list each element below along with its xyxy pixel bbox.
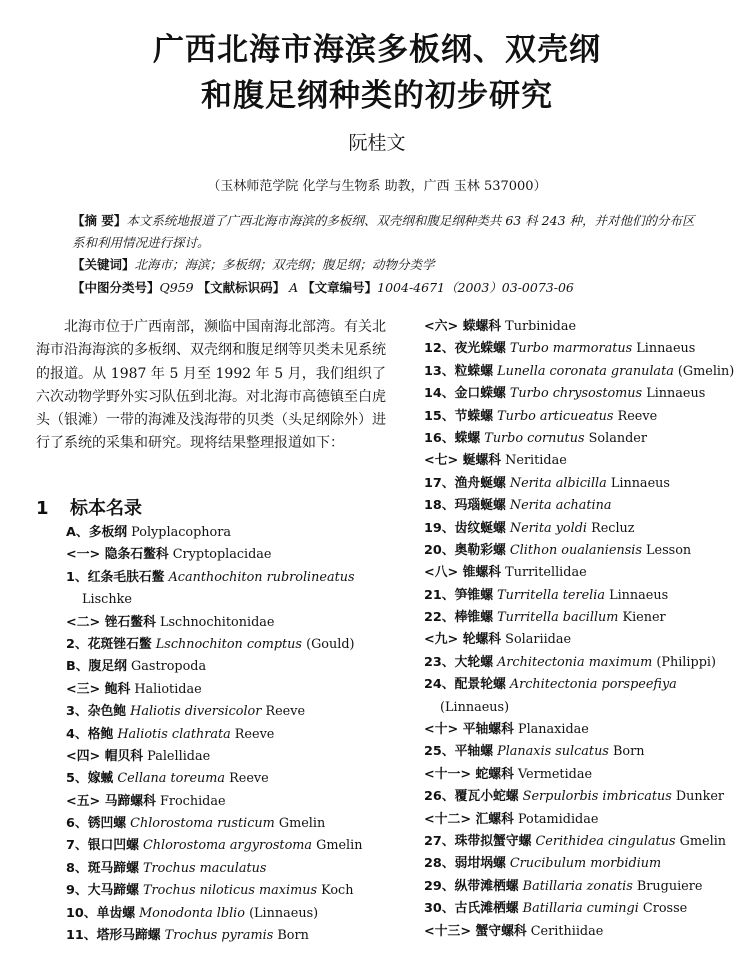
species-entry [424,607,750,629]
entry-authority: Turbinidae [505,319,577,334]
entry-chinese-name: 28、弱坩埚螺 [424,856,506,872]
entry-chinese-name: 24、配景轮螺 [424,677,506,693]
species-entry [424,741,750,763]
species-entry [66,522,396,544]
entry-scientific-name: Batillaria cumingi [522,901,639,917]
entry-scientific-name: Architectonia porspeefiya [509,677,677,693]
entry-scientific-name: Haliotis clathrata [117,726,231,742]
entry-chinese-name: A、多板纲 [66,525,128,540]
entry-chinese-name: 20、奥勒彩螺 [424,542,506,558]
clc-label: 【中图分类号】 [72,280,160,295]
entry-scientific-name: Planaxis sulcatus [497,744,609,760]
entry-authority: Frochidae [159,793,226,809]
entry-chinese-name: 30、古氏滩栖螺 [424,901,519,917]
entry-scientific-name: Haliotis diversicolor [130,704,262,720]
entry-chinese-name: 19、齿纹蜒螺 [424,520,506,536]
species-entry [424,674,750,696]
classification-line [72,277,704,299]
entry-scientific-name: Serpulorbis imbricatus [522,789,672,805]
author-name: 阮桂文 [348,132,406,154]
introduction [36,316,386,456]
doc-code-label: 【文献标识码】 [197,280,286,295]
species-entry [424,428,750,450]
entry-chinese-name: <五> 马蹄螺科 [66,793,156,809]
species-entry [66,634,396,656]
entry-authority: Gmelin [679,833,727,849]
entry-authority: Reeve [229,771,269,787]
entry-authority: Lischke [82,592,132,608]
species-entry [424,383,750,405]
entry-scientific-name: Architectonia maximum [497,654,653,670]
species-list-left [66,522,396,947]
species-entry [66,589,396,611]
entry-authority: Solariidae [505,632,572,648]
entry-chinese-name: <一> 隐条石鳖科 [66,547,169,563]
entry-scientific-name: Turbo articueatus [497,408,614,424]
species-entry [424,697,750,719]
entry-authority: Gmelin [278,816,326,832]
section-heading [36,494,142,520]
entry-chinese-name: <十一> 蛇螺科 [424,766,514,782]
species-entry [66,746,396,768]
species-entry [424,518,750,540]
species-entry [424,450,750,472]
entry-authority: Dunker [675,789,725,805]
clc-value: Q959 [159,280,194,295]
species-entry [424,338,750,360]
abstract [72,210,704,254]
species-entry [424,361,750,383]
entry-authority: Reeve [234,726,275,742]
entry-chinese-name: 23、大轮螺 [424,654,493,670]
entry-authority: Linnaeus [636,341,696,357]
species-entry [66,858,396,880]
entry-chinese-name: <十二> 汇螺科 [424,811,514,827]
species-entry [66,813,396,835]
entry-scientific-name: Acanthochiton rubrolineatus [168,569,355,585]
entry-chinese-name: 10、单齿螺 [66,905,135,921]
entry-chinese-name: <九> 轮螺科 [424,632,502,648]
entry-authority: Gmelin [316,838,363,854]
entry-authority: Neritidae [505,453,567,469]
species-entry [66,567,396,589]
entry-scientific-name: Lschnochiton comptus [155,636,302,652]
species-entry [424,898,750,920]
entry-authority: Potamididae [517,811,599,827]
entry-authority: Gastropoda [131,659,207,675]
entry-scientific-name: Chlorostoma rusticum [130,816,275,832]
entry-scientific-name: Trochus niloticus maximus [142,883,318,899]
entry-chinese-name: <四> 帽贝科 [66,748,144,764]
species-entry [66,880,396,902]
entry-chinese-name: 17、渔舟蜒螺 [424,475,506,491]
species-entry [424,809,750,831]
entry-authority: Born [277,928,309,944]
species-entry [424,764,750,786]
entry-authority: Cerithiidae [530,923,604,939]
entry-authority: Polyplacophora [131,525,231,540]
abstract-text: 本文系统地报道了广西北海市海滨的多板纲、双壳纲和腹足纲种类共 63 科 243 种，并对他们的分布区系和利用情况进行探讨。 [72,213,695,250]
article-number-label: 【文章编号】 [302,280,378,295]
entry-authority: (Gould) [306,636,355,652]
entry-scientific-name: Chlorostoma argyrostoma [142,838,313,854]
entry-chinese-name: 12、夜光蝾螺 [424,341,506,357]
species-entry [66,903,396,925]
entry-scientific-name: Turbo chrysostomus [509,386,643,402]
species-entry [424,562,750,584]
species-entry [424,921,750,943]
entry-scientific-name: Trochus maculatus [142,860,267,876]
entry-chinese-name: 29、纵带滩栖螺 [424,878,519,894]
abstract-label: 【摘 要】 [72,213,127,228]
entry-scientific-name: Lunella coronata granulata [497,363,674,379]
entry-chinese-name: 8、斑马蹄螺 [66,860,139,876]
entry-chinese-name: 5、嫁蝛 [66,771,114,787]
keywords-label: 【关键词】 [72,257,135,272]
entry-chinese-name: 4、格鲍 [66,726,114,742]
entry-authority: Linnaeus [609,587,669,603]
species-entry [66,544,396,566]
section-number: 1 [36,498,49,519]
entry-authority: Planaxidae [517,722,589,738]
species-entry [424,786,750,808]
species-entry [66,791,396,813]
entry-scientific-name: Nerita albicilla [509,475,607,491]
entry-scientific-name: Turritella terelia [497,587,606,603]
entry-scientific-name: Monodonta lblio [139,905,245,921]
entry-scientific-name: Batillaria zonatis [522,878,633,894]
entry-authority: Palellidae [147,748,211,764]
entry-scientific-name: Trochus pyramis [164,928,274,944]
species-entry [66,724,396,746]
entry-chinese-name: <三> 鲍科 [66,681,131,697]
entry-chinese-name: 9、大马蹄螺 [66,883,139,899]
entry-chinese-name: <十> 平轴螺科 [424,722,514,738]
species-entry [424,831,750,853]
entry-authority: Solander [588,430,647,446]
entry-scientific-name: Cerithidea cingulatus [535,833,676,849]
section-title: 标本名录 [70,498,142,519]
species-entry [66,656,396,678]
entry-authority: Turritellidae [505,565,587,581]
entry-authority: Bruguiere [636,878,703,894]
entry-scientific-name: Turritella bacillum [497,610,619,626]
entry-scientific-name: Turbo marmoratus [509,341,633,357]
species-entry [424,719,750,741]
entry-authority: Lesson [646,542,692,558]
entry-chinese-name: 22、棒锥螺 [424,610,493,626]
entry-chinese-name: 6、锈凹螺 [66,816,127,832]
species-list-right [424,316,750,943]
species-entry [66,925,396,947]
entry-chinese-name: 3、杂色鲍 [66,704,127,720]
entry-scientific-name: Nerita achatina [509,498,612,514]
entry-authority: Reeve [265,704,306,720]
species-entry [424,316,750,338]
entry-chinese-name: 16、蝾螺 [424,430,481,446]
species-entry [424,495,750,517]
entry-authority: (Linnaeus) [440,699,510,715]
entry-authority: Linnaeus [610,475,670,491]
entry-authority: Vermetidae [517,766,593,782]
entry-authority: (Gmelin) [677,363,735,379]
entry-chinese-name: 26、覆瓦小蛇螺 [424,789,519,805]
entry-chinese-name: 7、银口凹螺 [66,838,139,854]
entry-chinese-name: <七> 蜒螺科 [424,453,502,469]
doc-code-value: A [289,280,299,295]
entry-authority: Lschnochitonidae [159,614,275,630]
entry-scientific-name: Cellana toreuma [117,771,226,787]
species-entry [66,835,396,857]
keywords-text: 北海市；海滨；多板纲；双壳纲；腹足纲；动物分类学 [134,257,435,272]
entry-chinese-name: 18、玛瑙蜒螺 [424,498,506,514]
entry-chinese-name: <八> 锥螺科 [424,565,502,581]
entry-authority: Reeve [617,408,658,424]
entry-chinese-name: 11、塔形马蹄螺 [66,928,161,944]
entry-chinese-name: <六> 蝾螺科 [424,319,502,334]
article-number-value: 1004-4671（2003）03-0073-06 [377,280,574,295]
intro-paragraph: 北海市位于广西南部，濒临中国南海北部湾。有关北海市沿海海滨的多板纲、双壳纲和腹足纲等贝类未见系统的报道。从 1987 年 5 月至 1992 年 5 月，我们组织了六次动物学野外实习队伍到北海。对北海市高德镇至白虎头（银滩）一带的海滩及浅海带的贝类（头足纲除外）进行了系统的采集和研究。现将结果整理报道如下： [36,319,386,452]
entry-chinese-name: <二> 锉石鳖科 [66,614,156,630]
species-entry [424,629,750,651]
entry-authority: Born [612,744,645,760]
entry-chinese-name: 2、花斑锉石鳖 [66,636,152,652]
title-line-2: 和腹足纲种类的初步研究 [201,78,553,114]
entry-authority: Koch [321,883,354,899]
species-entry [424,540,750,562]
entry-chinese-name: <十三> 蟹守螺科 [424,923,527,939]
species-entry [424,876,750,898]
species-entry [424,406,750,428]
entry-scientific-name: Clithon oualaniensis [509,542,642,558]
entry-chinese-name: 21、笋锥螺 [424,587,493,603]
entry-authority: Crosse [642,901,688,917]
species-entry [66,612,396,634]
species-entry [424,652,750,674]
entry-chinese-name: 15、节蝾螺 [424,408,493,424]
entry-scientific-name: Crucibulum morbidium [509,856,662,872]
affiliation: （玉林师范学院 化学与生物系 助教，广西 玉林 537000） [207,179,547,194]
entry-chinese-name: 14、金口蝾螺 [424,386,506,402]
entry-chinese-name: 25、平轴螺 [424,744,493,760]
species-entry [66,679,396,701]
entry-chinese-name: B、腹足纲 [66,659,127,675]
species-entry [424,585,750,607]
species-entry [424,473,750,495]
entry-authority: Kiener [622,610,666,626]
entry-scientific-name: Nerita yoldi [509,520,588,536]
entry-authority: Haliotidae [134,681,202,697]
entry-chinese-name: 13、粒蝾螺 [424,363,493,379]
entry-authority: (Linnaeus) [249,905,319,921]
keywords [72,254,704,276]
species-entry [66,701,396,723]
entry-authority: (Philippi) [656,654,716,670]
entry-chinese-name: 1、红条毛肤石鳖 [66,569,165,585]
entry-authority: Cryptoplacidae [172,547,272,563]
entry-authority: Linnaeus [646,386,706,402]
species-entry [424,853,750,875]
entry-authority: Recluz [591,520,635,536]
species-entry [66,768,396,790]
entry-scientific-name: Turbo cornutus [484,430,585,446]
entry-chinese-name: 27、珠带拟蟹守螺 [424,833,532,849]
title-line-1: 广西北海市海滨多板纲、双壳纲 [153,32,601,68]
